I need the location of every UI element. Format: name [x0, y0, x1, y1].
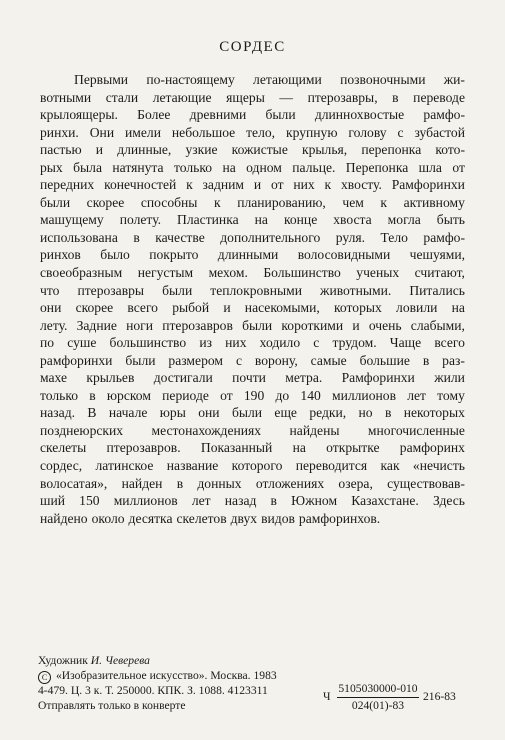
word: в: [89, 387, 96, 403]
word: рамфоринхов.: [298, 510, 381, 526]
word: ученых: [356, 265, 400, 281]
word: негустым: [137, 265, 194, 281]
word: короткими: [281, 317, 344, 333]
word: от: [270, 177, 284, 193]
word: донных: [197, 475, 242, 491]
word: рыбой: [172, 300, 210, 316]
word: насекомыми,: [244, 300, 320, 316]
word: Перепонка: [345, 159, 409, 175]
word: голову: [348, 124, 387, 140]
word: самые: [310, 352, 347, 368]
imprint-block: [38, 654, 318, 713]
word: —: [279, 89, 294, 105]
word: длиннохвостые: [314, 107, 405, 123]
word: большие: [359, 352, 410, 368]
word: ворону,: [254, 352, 298, 368]
word: пальце.: [292, 159, 336, 175]
word: почти: [232, 370, 266, 386]
word: сордес,: [40, 458, 83, 474]
word: многочисленные: [367, 422, 465, 438]
word: крылья,: [302, 142, 348, 158]
word: местонахождениях: [151, 422, 262, 438]
print-info-line: 4-479. Ц. 3 к. Т. 250000. КПК. З. 1088. 4123311: [38, 683, 268, 697]
word: натянута: [112, 159, 164, 175]
word: метра.: [285, 370, 323, 386]
word: способны: [140, 194, 198, 210]
word: скорее: [86, 194, 125, 210]
word: только: [173, 159, 213, 175]
mailing-note: Отправлять только в конверте: [38, 698, 186, 712]
word: достигали: [153, 370, 213, 386]
word: с: [235, 352, 242, 368]
text-line: [40, 89, 465, 107]
word: полету.: [119, 212, 162, 228]
word: существовав-: [387, 475, 465, 491]
text-line: [40, 282, 465, 300]
word: длинными: [217, 247, 279, 263]
word: начале: [108, 405, 148, 421]
word: В: [87, 405, 97, 421]
word: были: [265, 107, 296, 123]
word: махе: [40, 370, 68, 386]
word: передних: [40, 177, 95, 193]
word: юрском: [106, 387, 151, 403]
word: Более: [137, 107, 171, 123]
word: всего: [127, 300, 158, 316]
word: задним: [202, 177, 245, 193]
word: были: [125, 352, 156, 368]
word: своеобразным: [40, 265, 123, 281]
word: в: [176, 475, 184, 491]
text-line: [40, 246, 465, 264]
word: были: [162, 282, 193, 298]
word: древними: [189, 107, 247, 123]
word: Пластинка: [177, 212, 239, 228]
word: трудом.: [332, 335, 377, 351]
word: позвоночными: [340, 72, 426, 87]
word: и: [223, 300, 231, 316]
word: активному: [403, 194, 465, 210]
word: кото-: [435, 142, 465, 158]
text-line: [40, 369, 465, 387]
text-line: [40, 317, 465, 335]
word: них: [293, 177, 315, 193]
text-line: [40, 211, 465, 229]
word: лету.: [40, 317, 68, 333]
word: некоторых: [403, 405, 465, 421]
word: Рамфоринхи: [341, 370, 415, 386]
word: Они: [89, 124, 115, 140]
word: пастью: [40, 142, 82, 158]
word: на: [451, 300, 465, 316]
word: Большинство: [263, 265, 341, 281]
word: были: [231, 405, 263, 421]
word: Южном: [291, 493, 338, 509]
text-line: [40, 159, 465, 177]
word: от: [452, 159, 465, 175]
publisher-line: [38, 669, 318, 684]
word: птерозавров.: [106, 440, 181, 456]
word: чем: [342, 194, 364, 210]
text-line: [40, 387, 465, 405]
word: скорее: [75, 300, 114, 316]
word: открытке: [326, 440, 380, 456]
word: шла: [418, 159, 442, 175]
word: от: [220, 387, 233, 403]
word: что: [40, 282, 60, 298]
word: раз-: [442, 352, 465, 368]
word: Первыми: [74, 72, 129, 87]
word: качестве: [155, 229, 205, 245]
word: которого: [231, 458, 283, 474]
word: миллионов: [113, 493, 178, 509]
word: и: [253, 177, 262, 193]
word: руля.: [335, 229, 366, 245]
word: теплокровными: [210, 282, 302, 298]
text-line: [40, 352, 465, 370]
word: рых: [40, 159, 63, 175]
word: которых: [334, 300, 382, 316]
word: лет: [407, 387, 426, 403]
word: к: [214, 194, 221, 210]
word: длинные,: [117, 142, 172, 158]
word: машущему: [40, 212, 104, 228]
word: зубастой: [414, 124, 465, 140]
word: из: [199, 335, 212, 351]
word: ринхи.: [40, 124, 79, 140]
word: использована: [40, 229, 118, 245]
word: они: [198, 405, 220, 421]
price-code: [323, 682, 473, 722]
price-code-suffix: 216-83: [423, 690, 456, 703]
text-line: [40, 176, 465, 194]
word: птерозавров: [162, 317, 233, 333]
word: птерозавры: [77, 282, 145, 298]
word: миллионов: [331, 387, 396, 403]
word: с: [313, 335, 320, 351]
word: в: [422, 352, 430, 368]
word: в: [392, 89, 399, 105]
word: дополнительного: [220, 229, 321, 245]
word: жили: [434, 370, 465, 386]
word: небольшое: [171, 124, 236, 140]
word: Здесь: [432, 493, 465, 509]
word: мехом.: [208, 265, 248, 281]
word: 190: [243, 387, 265, 403]
word: Тело: [380, 229, 408, 245]
text-line: [40, 492, 465, 510]
word: вотными: [40, 89, 92, 105]
word: были: [40, 194, 71, 210]
artist-label: Художник: [38, 654, 88, 667]
price-code-letter: Ч: [323, 690, 331, 703]
text-line: [40, 439, 465, 457]
text-line: [40, 510, 465, 528]
word: переводится: [295, 458, 368, 474]
word: хвосту.: [340, 177, 382, 193]
text-line: [40, 475, 465, 493]
word: с: [397, 124, 404, 140]
word: по-настоящему: [146, 72, 235, 87]
word: Задние: [76, 317, 117, 333]
word: всего: [434, 335, 465, 351]
word: Рамфоринхи: [391, 177, 465, 193]
word: волосовидными: [297, 247, 391, 263]
word: около: [91, 510, 125, 526]
text-line: [40, 264, 465, 282]
word: на: [292, 440, 306, 456]
word: к: [186, 177, 193, 193]
word: в: [384, 405, 392, 421]
word: двух: [230, 510, 258, 526]
word: как: [380, 458, 400, 474]
word: были: [242, 317, 273, 333]
text-line: [40, 299, 465, 317]
text-line: [40, 404, 465, 422]
word: ящеры: [226, 89, 265, 105]
word: название: [166, 458, 219, 474]
word: найден: [121, 475, 163, 491]
word: к: [380, 194, 388, 210]
word: размером: [168, 352, 224, 368]
word: перепонка: [361, 142, 422, 158]
page-title: СОРДЕС: [219, 39, 286, 55]
word: Чаще: [389, 335, 422, 351]
price-code-numerator: 5105030000-010: [337, 682, 419, 698]
word: скелетов: [176, 510, 227, 526]
price-code-denominator: 024(01)-83: [351, 699, 405, 712]
word: стали: [105, 89, 139, 105]
word: суше: [67, 335, 97, 351]
word: жи-: [443, 72, 465, 87]
word: летающими: [253, 72, 322, 87]
word: животными.: [320, 282, 392, 298]
word: конечностей: [104, 177, 177, 193]
word: 140: [300, 387, 321, 403]
word: ринхов: [40, 247, 81, 263]
word: они: [40, 300, 62, 316]
artist-name: И. Чеверева: [90, 654, 150, 667]
word: только: [40, 387, 79, 403]
word: позднеюрских: [40, 422, 124, 438]
article-text: [40, 71, 465, 527]
text-line: [40, 124, 465, 142]
word: имели: [125, 124, 161, 140]
text-line: [40, 194, 465, 212]
text-line: [40, 71, 465, 89]
word: рамфо-: [423, 229, 465, 245]
word: десятка: [128, 510, 173, 526]
word: ноги: [126, 317, 154, 333]
word: было: [100, 247, 130, 263]
text-line: [40, 229, 465, 247]
word: крылоящеры.: [40, 107, 118, 123]
word: летающие: [152, 89, 212, 105]
word: в: [270, 493, 277, 509]
word: могла: [387, 212, 421, 228]
word: и: [352, 317, 360, 333]
word: тело,: [246, 124, 276, 140]
text-line: [40, 422, 465, 440]
word: крупную: [285, 124, 338, 140]
artist-credit: [38, 654, 318, 669]
word: латинское: [95, 458, 154, 474]
word: периоде: [162, 387, 209, 403]
word: хвоста: [333, 212, 372, 228]
word: видов: [261, 510, 295, 526]
word: 150: [79, 493, 100, 509]
word: ходило: [259, 335, 301, 351]
word: покрыто: [149, 247, 199, 263]
word: но: [358, 405, 373, 421]
word: Питались: [409, 282, 465, 298]
word: на: [254, 212, 268, 228]
word: считают,: [414, 265, 465, 281]
word: крыльев: [86, 370, 135, 386]
word: чешуями,: [409, 247, 465, 263]
copyright-icon: C: [38, 671, 51, 684]
word: кожистые: [231, 142, 288, 158]
word: Показанный: [200, 440, 273, 456]
word: назад.: [40, 405, 76, 421]
word: озера,: [338, 475, 373, 491]
word: узкие: [185, 142, 218, 158]
word: рамфоринх: [399, 440, 465, 456]
text-line: [40, 457, 465, 475]
word: отложениях: [255, 475, 325, 491]
word: рамфо-: [423, 107, 465, 123]
word: и: [95, 142, 104, 158]
word: до: [275, 387, 290, 403]
text-line: [40, 106, 465, 124]
word: назад: [224, 493, 257, 509]
publisher-text: «Изобразительное искусство». Москва. 1983: [56, 668, 277, 682]
word: по: [40, 335, 55, 351]
word: найдены: [289, 422, 340, 438]
word: конце: [283, 212, 318, 228]
word: ловили: [396, 300, 438, 316]
word: большинство: [109, 335, 187, 351]
word: «нечисть: [412, 458, 465, 474]
word: них: [225, 335, 247, 351]
word: на: [222, 159, 236, 175]
word: редки,: [309, 405, 347, 421]
word: одном: [246, 159, 282, 175]
word: была: [73, 159, 102, 175]
word: лет: [191, 493, 211, 509]
price-code-fraction: [337, 682, 419, 713]
word: тому: [437, 387, 465, 403]
word: волосатая»,: [40, 475, 108, 491]
word: рамфоринхи: [40, 352, 113, 368]
word: скелеты: [40, 440, 87, 456]
word: переводе: [413, 89, 465, 105]
word: слабыми,: [410, 317, 465, 333]
word: быть: [436, 212, 465, 228]
word: Казахстане.: [351, 493, 419, 509]
word: еще: [274, 405, 297, 421]
word: ший: [40, 493, 66, 509]
text-line: [40, 334, 465, 352]
word: найдено: [40, 510, 88, 526]
word: юры: [159, 405, 186, 421]
word: птерозавры,: [307, 89, 378, 105]
word: в: [133, 229, 140, 245]
word: планированию,: [237, 194, 326, 210]
word: к: [324, 177, 332, 193]
word: очень: [368, 317, 402, 333]
text-line: [40, 141, 465, 159]
